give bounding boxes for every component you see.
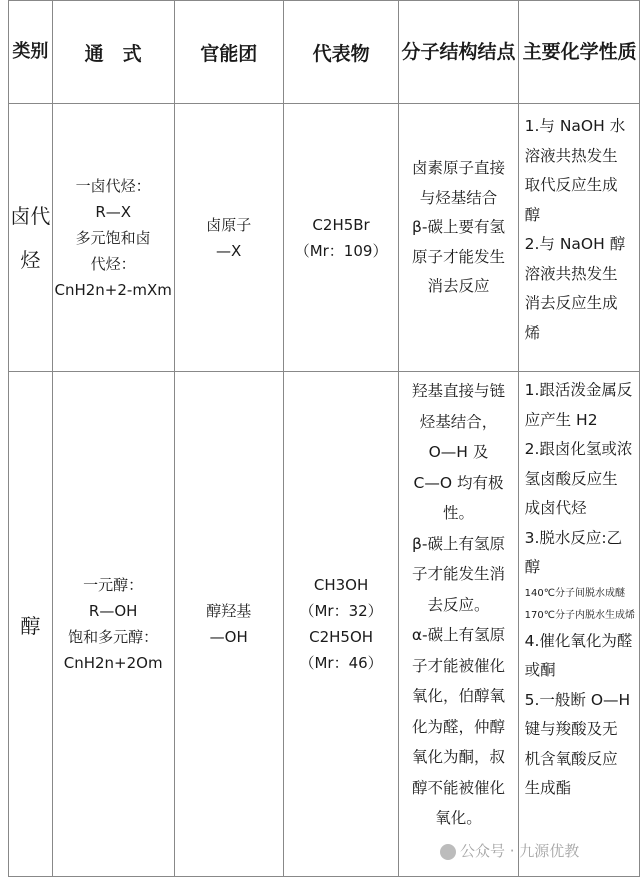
row2-example: CH3OH （Mr：32） C2H5OH （Mr：46） xyxy=(283,372,399,877)
header-row xyxy=(9,1,640,104)
row2-formula: 一元醇： R—OH 饱和多元醇： CnH2n+2Om xyxy=(52,372,174,877)
row1-category: 卤代烃 xyxy=(9,104,53,372)
header-category: 类别 xyxy=(9,1,53,104)
table-row xyxy=(9,372,640,877)
row2-category: 醇 xyxy=(9,372,53,877)
row1-formula: 一卤代烃： R—X 多元饱和卤 代烃： CnH2n+2-mXm xyxy=(52,104,174,372)
row1-properties: 1.与 NaOH 水 溶液共热发生 取代反应生成 醇 2.与 NaOH 醇 溶液共热发生 消去反应生成 烯 xyxy=(518,104,639,372)
header-functional-group: 官能团 xyxy=(174,1,283,104)
row1-example: C2H5Br （Mr：109） xyxy=(283,104,399,372)
row1-structure: 卤素原子直接 与烃基结合 β-碳上要有氢 原子才能发生 消去反应 xyxy=(399,104,518,372)
row2-functional-group: 醇羟基 —OH xyxy=(174,372,283,877)
wechat-icon xyxy=(440,844,456,860)
chemistry-table xyxy=(8,0,640,877)
header-example: 代表物 xyxy=(283,1,399,104)
header-structure: 分子结构结点 xyxy=(399,1,518,104)
row2-structure: 羟基直接与链 烃基结合， O—H 及 C—O 均有极 性。 β-碳上有氢原 子才能发生消 去反应。 α-碳上有氢原 子才能被催化 氧化，伯醇氧 化为醛，仲醇 氧化为酮，叔 醇不能被催化 氧化。 xyxy=(399,372,518,877)
header-properties: 主要化学性质 xyxy=(518,1,639,104)
watermark: 公众号 · 九源优教 xyxy=(440,840,579,861)
row1-functional-group: 卤原子 —X xyxy=(174,104,283,372)
header-formula: 通 式 xyxy=(52,1,174,104)
table-row xyxy=(9,104,640,372)
row2-properties: 1.跟活泼金属反 应产生 H2 2.跟卤化氢或浓 氢卤酸反应生 成卤代烃 3.脱水反应:乙 醇 140℃分子间脱水成醚 170℃分子内脱水生成烯 4.催化氧化为醛 或酮 5.一般断 O—H 键与羧酸及无 机含氧酸反应 生成酯 xyxy=(518,372,639,877)
